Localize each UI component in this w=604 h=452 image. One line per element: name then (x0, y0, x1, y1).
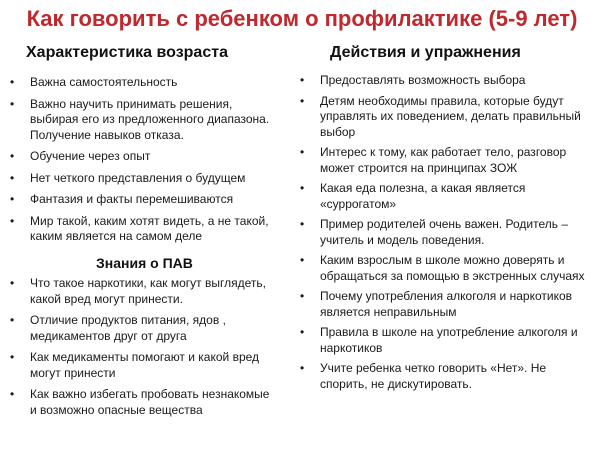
list-item (6, 171, 276, 187)
list-item (6, 149, 276, 165)
bullet-icon: • (10, 213, 15, 228)
list-item (6, 214, 276, 245)
bullet-icon: • (10, 276, 15, 290)
list-item (296, 217, 596, 248)
bullet-icon: • (300, 217, 305, 231)
list-item (6, 313, 278, 344)
bullet-icon: • (300, 145, 305, 159)
bullet-icon: • (300, 73, 305, 87)
actions-exercises-heading: Действия и упражнения (330, 44, 521, 61)
bullet-icon: • (10, 170, 15, 185)
list-item-text: Как важно избегать пробовать незнакомые и возможно опасные вещества (30, 387, 270, 417)
actions-exercises-list (296, 73, 596, 397)
page-title: Как говорить с ребенком о профилактике (5-9 лет) (26, 6, 578, 31)
list-item-text: Каким взрослым в школе можно доверять и обращаться за помощью в экстренных случаях (320, 253, 585, 283)
list-item-text: Важно научить принимать решения, выбирая его из предложенного диапазона. Получение навыков отказа. (30, 96, 270, 142)
list-item-text: Учите ребенка четко говорить «Нет». Не спорить, не дискутировать. (320, 361, 547, 391)
list-item (6, 75, 276, 91)
list-item (6, 97, 276, 144)
bullet-icon: • (10, 387, 15, 401)
list-item (296, 289, 596, 320)
list-item (296, 94, 596, 141)
list-item (6, 387, 278, 418)
list-item-text: Как медикаменты помогают и какой вред могут принести (30, 350, 260, 380)
pav-knowledge-list (6, 276, 278, 424)
list-item (296, 325, 596, 356)
list-item-text: Что такое наркотики, как могут выглядеть, какой вред могут принести. (30, 276, 266, 306)
list-item-text: Мир такой, каким хотят видеть, а не такой, каким является на самом деле (30, 213, 269, 243)
bullet-icon: • (300, 289, 305, 303)
bullet-icon: • (10, 192, 15, 206)
list-item-text: Обучение через опыт (30, 149, 151, 163)
list-item-text: Интерес к тому, как работает тело, разговор может строится на принципах ЗОЖ (320, 145, 567, 175)
list-item (296, 73, 596, 89)
list-item-text: Отличие продуктов питания, ядов , медикаментов друг от друга (30, 313, 226, 343)
list-item (296, 145, 596, 176)
pav-knowledge-heading: Знания о ПАВ (96, 255, 193, 271)
age-characteristics-list (6, 75, 276, 251)
list-item-text: Правила в школе на употребление алкоголя и наркотиков (320, 325, 578, 355)
bullet-icon: • (10, 96, 15, 111)
list-item-text: Почему употребления алкоголя и наркотиков является неправильным (320, 289, 572, 319)
list-item-text: Важна самостоятельность (30, 75, 178, 89)
bullet-icon: • (300, 93, 305, 108)
list-item-text: Фантазия и факты перемешиваются (30, 192, 234, 206)
list-item-text: Пример родителей очень важен. Родитель – учитель и модель поведения. (320, 217, 569, 247)
list-item (6, 350, 278, 381)
bullet-icon: • (300, 361, 305, 375)
list-item (296, 361, 596, 392)
bullet-icon: • (10, 350, 15, 364)
bullet-icon: • (300, 325, 305, 339)
list-item (296, 253, 596, 284)
bullet-icon: • (10, 149, 15, 163)
list-item-text: Какая еда полезна, а какая является «суррогатом» (320, 181, 526, 211)
bullet-icon: • (300, 181, 305, 195)
bullet-icon: • (10, 75, 15, 89)
list-item-text: Предоставлять возможность выбора (320, 73, 526, 87)
bullet-icon: • (10, 313, 15, 327)
list-item (6, 192, 276, 208)
bullet-icon: • (300, 253, 305, 267)
list-item-text: Детям необходимы правила, которые будут управлять их поведением, делать правильный выбор (320, 93, 581, 139)
list-item (296, 181, 596, 212)
age-characteristics-heading: Характеристика возраста (26, 44, 228, 61)
list-item (6, 276, 278, 307)
list-item-text: Нет четкого представления о будущем (30, 170, 246, 185)
